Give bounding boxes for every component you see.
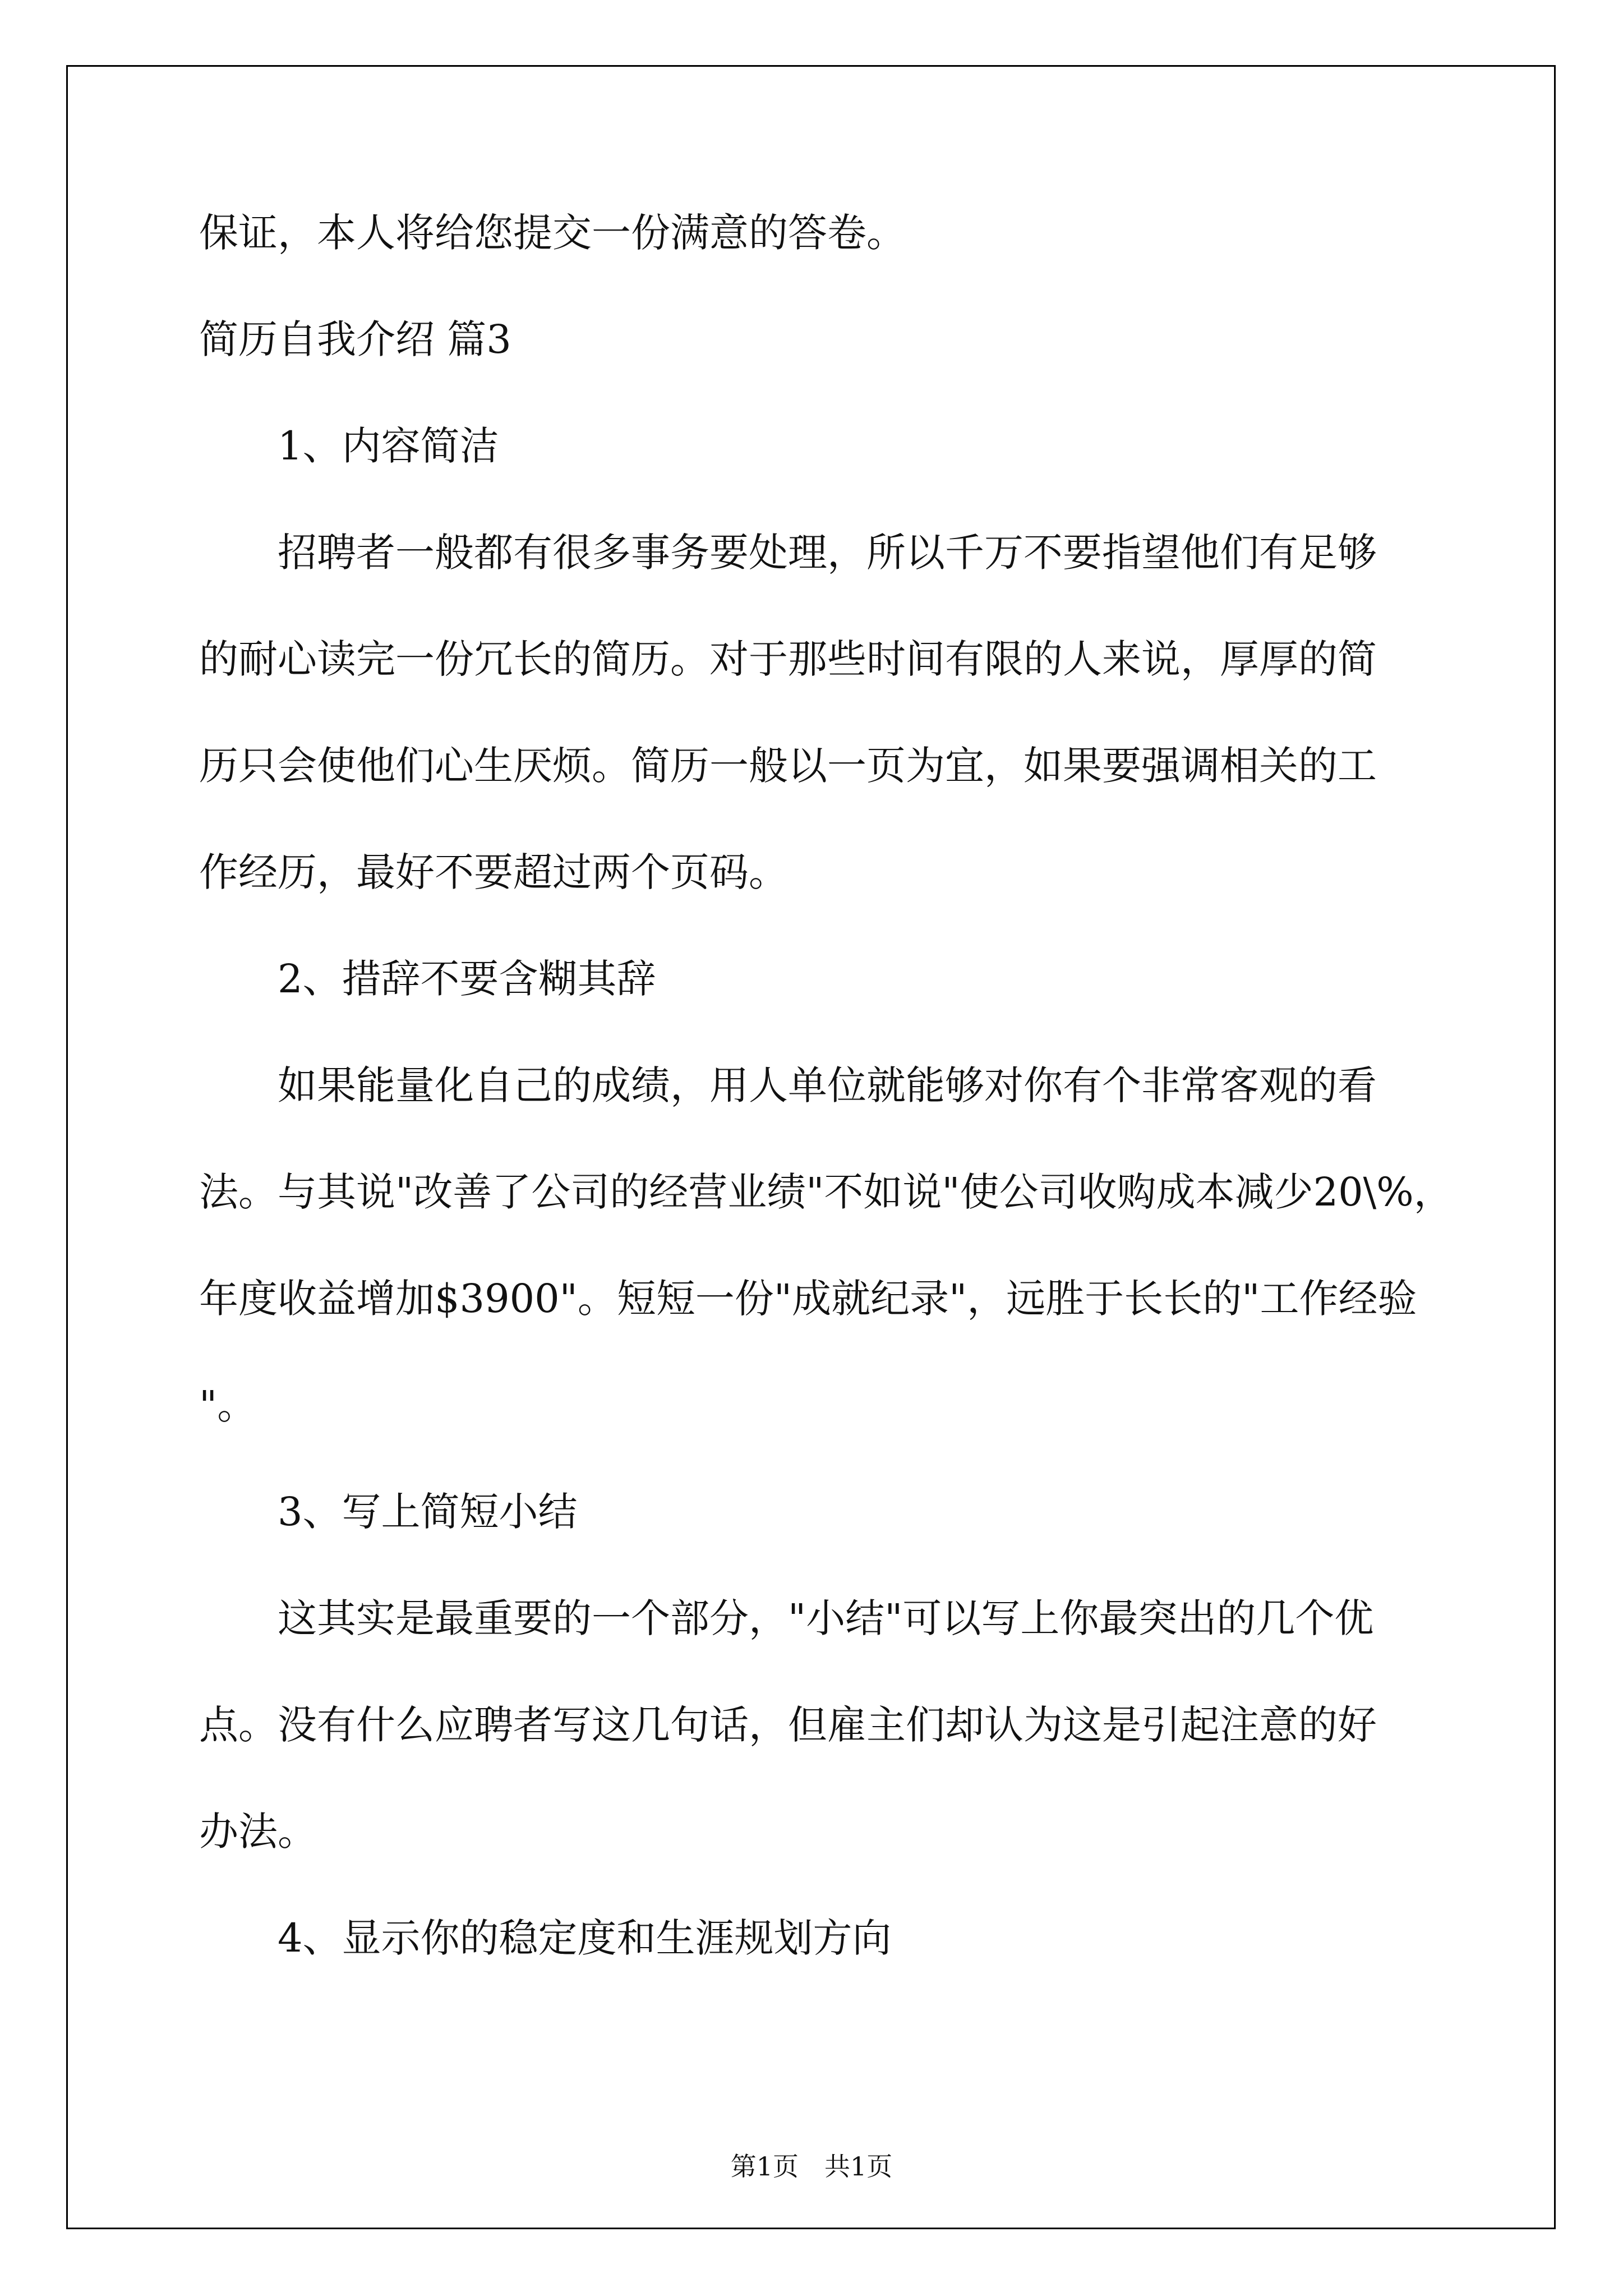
subheading: 2、措辞不要含糊其辞 bbox=[278, 956, 656, 1002]
subheading: 3、写上简短小结 bbox=[278, 1489, 578, 1535]
page-border bbox=[66, 65, 1556, 2229]
page-footer: 第1页 共1页 bbox=[730, 2151, 893, 2182]
text-line: 法。与其说"改善了公司的经营业绩"不如说"使公司收购成本减少20\%， bbox=[199, 1169, 1453, 1215]
text-line: 的耐心读完一份冗长的简历。对于那些时间有限的人来说，厚厚的简 bbox=[199, 636, 1377, 682]
text-line: 年度收益增加$3900"。短短一份"成就纪录"，远胜于长长的"工作经验 bbox=[199, 1276, 1417, 1322]
text-line: 点。没有什么应聘者写这几句话，但雇主们却认为这是引起注意的好 bbox=[199, 1702, 1377, 1748]
text-line: 历只会使他们心生厌烦。简历一般以一页为宜，如果要强调相关的工 bbox=[199, 743, 1377, 789]
subheading: 1、内容简洁 bbox=[278, 423, 499, 469]
text-line: 招聘者一般都有很多事务要处理，所以千万不要指望他们有足够 bbox=[278, 530, 1377, 576]
section-heading: 简历自我介绍 篇3 bbox=[199, 316, 511, 362]
text-line: 办法。 bbox=[199, 1809, 317, 1855]
text-line: 这其实是最重要的一个部分，"小结"可以写上你最突出的几个优 bbox=[278, 1595, 1374, 1641]
text-line: 保证，本人将给您提交一份满意的答卷。 bbox=[199, 210, 906, 256]
text-line: 如果能量化自己的成绩，用人单位就能够对你有个非常客观的看 bbox=[278, 1062, 1377, 1108]
text-line: 作经历，最好不要超过两个页码。 bbox=[199, 849, 788, 895]
subheading: 4、显示你的稳定度和生涯规划方向 bbox=[278, 1915, 892, 1961]
text-line: "。 bbox=[199, 1382, 257, 1428]
